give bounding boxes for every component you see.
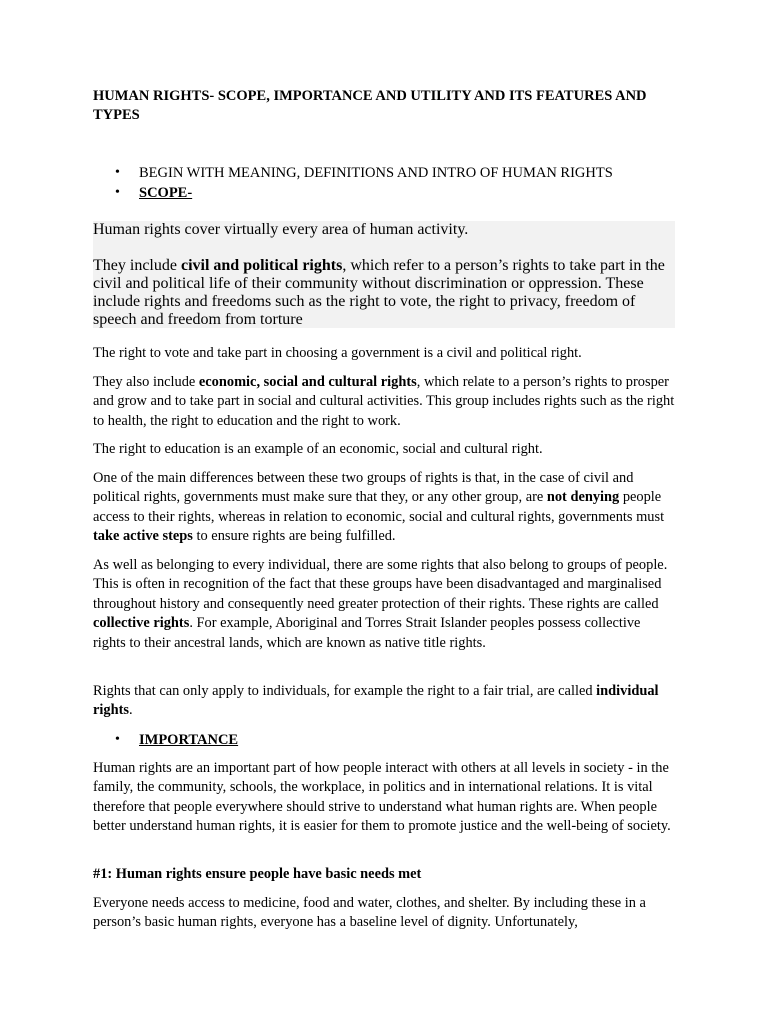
paragraph-basic-needs: Everyone needs access to medicine, food and water, clothes, and shelter. By including these in a person’s basic human rights, everyone has a baseline level of dignity. Unfortunately, (93, 895, 646, 931)
paragraph-collective (93, 556, 675, 653)
document-title: HUMAN RIGHTS- SCOPE, IMPORTANCE AND UTILITY AND ITS FEATURES AND TYPES (93, 88, 647, 123)
text-run: , which refer to a person’s rights to take part in the civil and political life of their community without discrimination or oppression. These include rights and freedoms such as the right to vote, the right to privacy, freedom of speech and freedom from torture (93, 257, 665, 328)
text-run: They also include (93, 374, 199, 390)
text-run: As well as belonging to every individual, there are some rights that also belong to groups of people. This is often in recognition of the fact that these groups have been disadvantaged and marginalised throughout history and consequently need greater protection of their rights. These rights are called (93, 557, 668, 612)
paragraph-education: The right to education is an example of an economic, social and cultural right. (93, 441, 543, 457)
text-run: . For example, Aboriginal and Torres Strait Islander peoples possess collective rights to their ancestral lands, which are known as native title rights. (93, 615, 641, 651)
scope-paragraph-2 (93, 257, 675, 329)
text-run: , which relate to a person’s rights to prosper and grow and to take part in social and cultural activities. This group includes rights such as the right to health, the right to education and the right to work. (93, 374, 675, 429)
bullet-scope (93, 183, 613, 203)
bullet-importance (93, 730, 238, 750)
take-active-steps-term: take active steps (93, 528, 193, 545)
paragraph-economic (93, 373, 675, 431)
individual-rights-term: individual rights (93, 683, 659, 719)
paragraph-importance: Human rights are an important part of how people interact with others at all levels in society - in the family, the community, schools, the workplace, in politics and in international relations. It is vital therefore that people everywhere should strive to understand what human rights are. When people better understand human rights, it is easier for them to promote justice and the well-being of society. (93, 760, 671, 835)
text-run: One of the main differences between these two groups of rights is that, in the case of civil and political rights, governments must make sure that they, or any other group, are (93, 470, 634, 506)
intro-bullet-list (93, 163, 613, 203)
shaded-quote-block (93, 221, 675, 328)
paragraph-individual (93, 682, 675, 721)
subheading-basic-needs: #1: Human rights ensure people have basic needs met (93, 866, 422, 882)
scope-heading: SCOPE- (139, 185, 193, 201)
bullet-meaning: • BEGIN WITH MEANING, DEFINITIONS AND INTRO OF HUMAN RIGHTS (93, 163, 613, 183)
not-denying-term: not denying (546, 489, 620, 506)
importance-bullet-list (93, 730, 238, 750)
importance-heading: IMPORTANCE (139, 732, 239, 748)
civil-political-term: civil and political rights (180, 257, 343, 274)
text-run: Rights that can only apply to individuals, for example the right to a fair trial, are called (93, 683, 597, 699)
text-run: They include (93, 257, 181, 274)
text-run: . (128, 702, 133, 719)
scope-paragraph-1: Human rights cover virtually every area of human activity. (93, 221, 469, 238)
paragraph-vote: The right to vote and take part in choosing a government is a civil and political right. (93, 345, 582, 361)
text-run: people access to their rights, whereas in relation to economic, social and cultural rights, governments must (93, 489, 665, 525)
collective-rights-term: collective rights (93, 615, 190, 632)
economic-social-term: economic, social and cultural rights (198, 374, 417, 390)
text-run: to ensure rights are being fulfilled. (192, 528, 396, 545)
paragraph-differences (93, 469, 675, 547)
